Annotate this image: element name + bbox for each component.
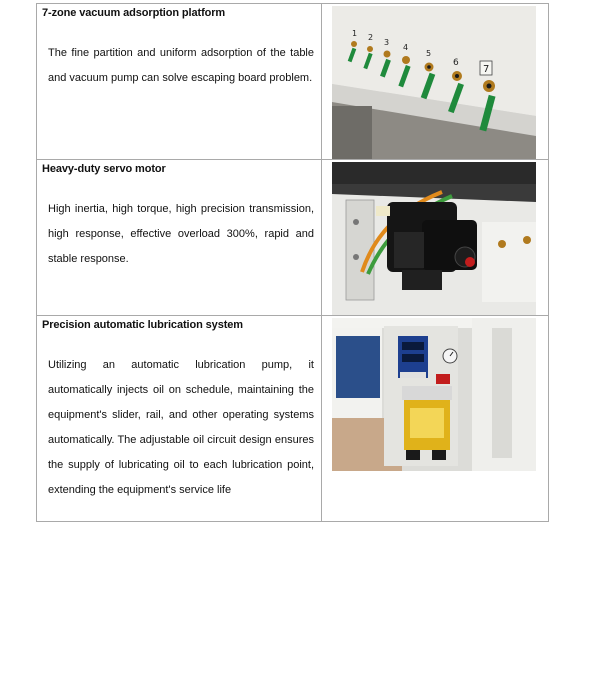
servo-motor-photo — [332, 162, 536, 315]
feature-text-cell — [37, 4, 322, 160]
feature-description: Utilizing an automatic lubrication pump, it automatically injects oil on schedule, maintaining the equipment's slider, rail, and other operating systems automatically. The adjustable oil circuit design ensures the supply of lubricating oil to each lubrication point, extending the equipment's service life — [48, 359, 314, 496]
svg-text:4: 4 — [403, 43, 409, 52]
vacuum-zone-valves-photo — [332, 6, 536, 159]
feature-text-cell — [37, 316, 322, 522]
svg-text:6: 6 — [453, 58, 459, 68]
feature-table — [36, 3, 549, 522]
table-row — [37, 160, 549, 316]
svg-text:1: 1 — [352, 29, 358, 38]
lubrication-pump-photo — [332, 318, 536, 471]
feature-image-cell — [322, 4, 549, 160]
table-row — [37, 4, 549, 160]
svg-text:3: 3 — [384, 38, 390, 47]
feature-description: High inertia, high torque, high precision transmission, high response, effective overload 300%, rapid and stable response. — [48, 203, 314, 265]
svg-text:5: 5 — [426, 49, 432, 58]
feature-description: The fine partition and uniform adsorption of the table and vacuum pump can solve escaping board problem. — [48, 47, 314, 84]
feature-title: Precision automatic lubrication system — [42, 319, 243, 331]
feature-title: Heavy-duty servo motor — [42, 163, 166, 175]
table-row — [37, 316, 549, 522]
svg-text:2: 2 — [368, 33, 374, 42]
svg-text:7: 7 — [483, 64, 490, 75]
feature-image-cell — [322, 160, 549, 316]
feature-title: 7-zone vacuum adsorption platform — [42, 7, 226, 19]
feature-text-cell — [37, 160, 322, 316]
feature-image-cell — [322, 316, 549, 522]
